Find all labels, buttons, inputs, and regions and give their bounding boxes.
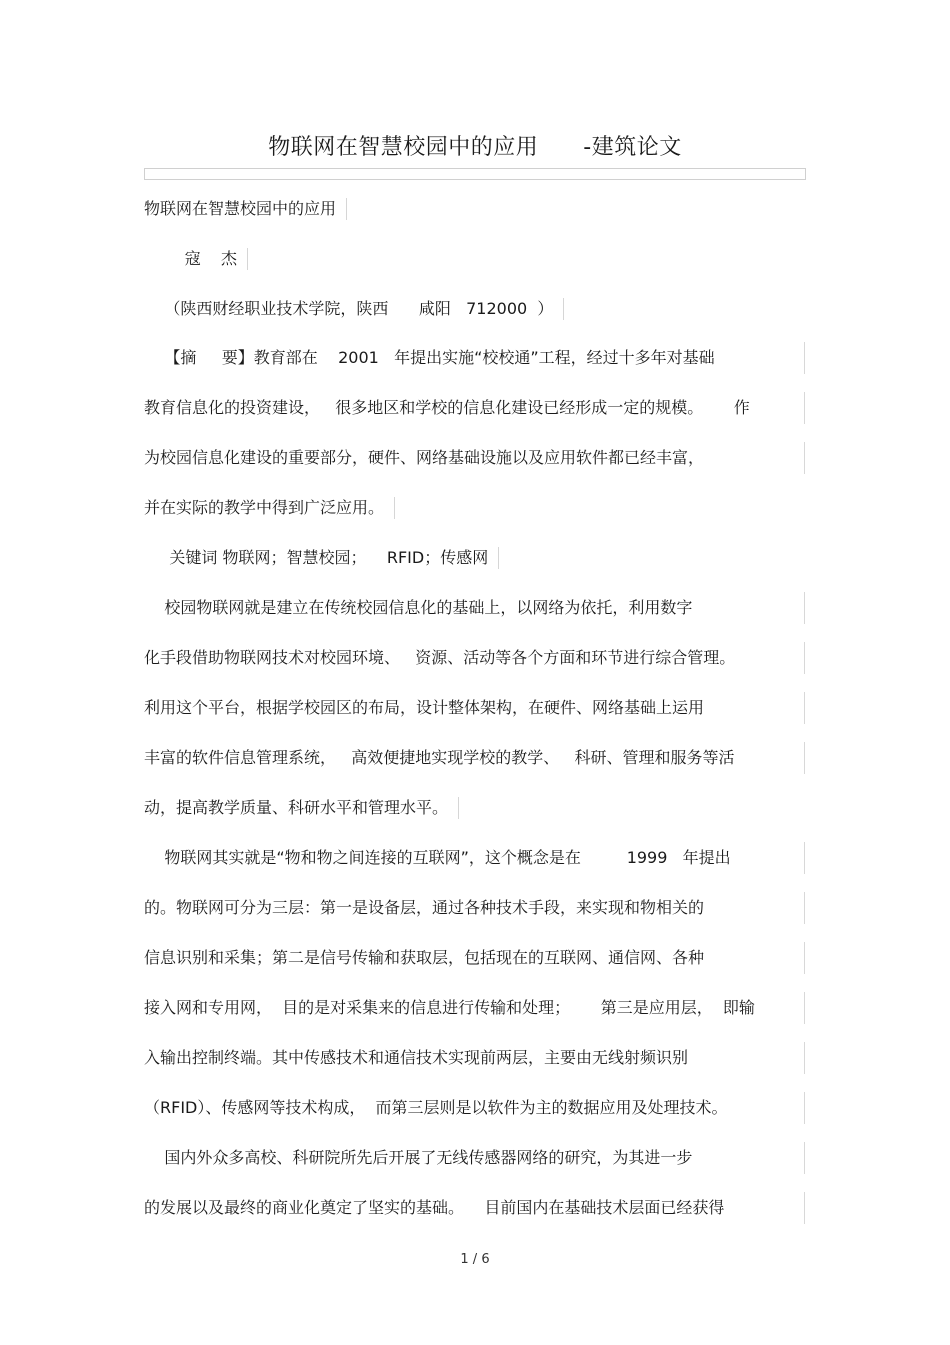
author-name: 寇 杰	[144, 248, 248, 270]
article-title: 物联网在智慧校园中的应用	[144, 198, 347, 220]
affiliation: （陕西财经职业技术学院，陕西 咸阳 712000 ）	[144, 298, 564, 320]
text-box-edge	[804, 992, 805, 1024]
abstract-line: 并在实际的教学中得到广泛应用。	[144, 497, 395, 519]
abstract-line: 教育信息化的投资建设， 很多地区和学校的信息化建设已经形成一定的规模。 作	[144, 398, 750, 417]
body-line: 信息识别和采集；第二是信号传输和获取层，包括现在的互联网、通信网、各种	[144, 948, 705, 967]
text-box-edge	[804, 1142, 805, 1174]
text-box-edge	[804, 392, 805, 424]
body-line: 的。物联网可分为三层：第一是设备层，通过各种技术手段，来实现和物相关的	[144, 898, 705, 917]
text-box-edge	[804, 1192, 805, 1224]
body-line: 动，提高教学质量、科研水平和管理水平。	[144, 797, 459, 819]
text-box-edge	[804, 842, 805, 874]
text-box-edge	[804, 942, 805, 974]
text-box-edge	[804, 642, 805, 674]
text-box-edge	[804, 442, 805, 474]
text-box-edge	[804, 892, 805, 924]
text-box-edge	[804, 1042, 805, 1074]
body-line: 丰富的软件信息管理系统， 高效便捷地实现学校的教学、 科研、管理和服务等活	[144, 748, 735, 767]
text-box-edge	[804, 692, 805, 724]
abstract-line: 【摘 要】教育部在 2001 年提出实施“校校通”工程，经过十多年对基础	[144, 348, 715, 367]
body-line: 利用这个平台，根据学校园区的布局，设计整体架构，在硬件、网络基础上运用	[144, 698, 705, 717]
body-line: 接入网和专用网， 目的是对采集来的信息进行传输和处理； 第三是应用层， 即输	[144, 998, 755, 1017]
body-line: 校园物联网就是建立在传统校园信息化的基础上，以网络为依托，利用数字	[144, 598, 693, 617]
body-line: （RFID）、传感网等技术构成， 而第三层则是以软件为主的数据应用及处理技术。	[144, 1098, 728, 1117]
body-line: 物联网其实就是“物和物之间连接的互联网”，这个概念是在 1999 年提出	[144, 848, 731, 867]
text-box-edge	[804, 592, 805, 624]
document-title: 物联网在智慧校园中的应用 -建筑论文	[268, 135, 682, 160]
body-line: 入输出控制终端。其中传感技术和通信技术实现前两层，主要由无线射频识别	[144, 1048, 689, 1067]
body-line: 的发展以及最终的商业化奠定了坚实的基础。 目前国内在基础技术层面已经获得	[144, 1198, 725, 1217]
page-indicator: 1 / 6	[460, 1252, 490, 1267]
text-box-edge	[804, 1092, 805, 1124]
body-line: 化手段借助物联网技术对校园环境、 资源、活动等各个方面和环节进行综合管理。	[144, 648, 736, 667]
body-line: 国内外众多高校、科研院所先后开展了无线传感器网络的研究，为其进一步	[144, 1148, 693, 1167]
text-box-edge	[804, 342, 805, 374]
title-divider	[144, 168, 806, 180]
keywords: 关键词 物联网；智慧校园； RFID；传感网	[144, 547, 499, 569]
text-box-edge	[804, 742, 805, 774]
abstract-line: 为校园信息化建设的重要部分，硬件、网络基础设施以及应用软件都已经丰富，	[144, 448, 705, 467]
